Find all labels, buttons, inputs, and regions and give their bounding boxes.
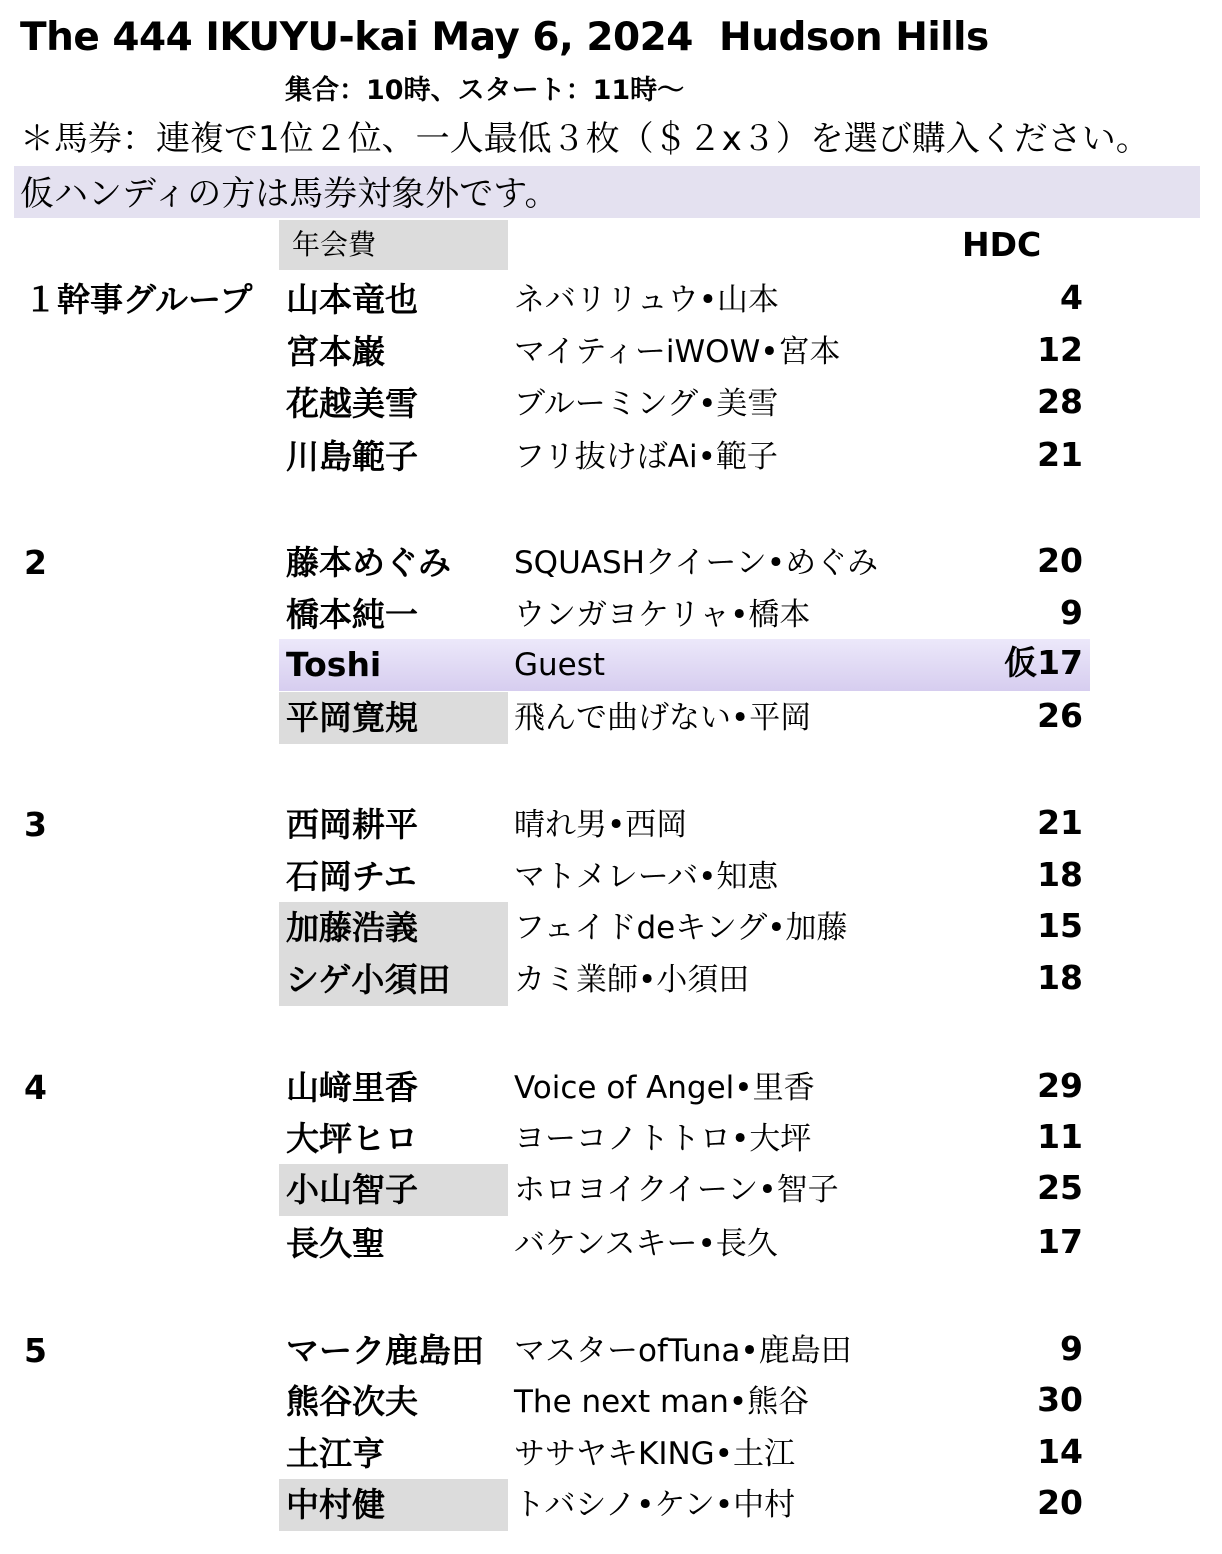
- player-name: 長久聖: [286, 1224, 385, 1263]
- player-hdc: 18: [1037, 958, 1083, 997]
- player-row: [0, 274, 1222, 326]
- player-row: [0, 692, 1222, 744]
- player-name: 石岡チエ: [286, 857, 417, 896]
- meeting-time: 集合：10時、スタート：11時〜: [285, 75, 685, 106]
- player-hdc: 9: [1060, 593, 1083, 632]
- player-name: 橋本純一: [286, 595, 418, 634]
- player-name: シゲ小須田: [286, 960, 451, 999]
- temp-handicap-note: 仮ハンディの方は馬券対象外です。: [20, 174, 559, 214]
- player-name: 中村健: [286, 1485, 385, 1524]
- player-nickname: フリ抜けばAi•範子: [514, 439, 778, 475]
- player-row: [0, 851, 1222, 903]
- player-nickname: ヨーコノトトロ•大坪: [514, 1121, 812, 1157]
- guest-player-row: [0, 639, 1222, 691]
- player-hdc: 14: [1037, 1432, 1083, 1471]
- player-nickname: フェイドdeキング•加藤: [514, 910, 848, 946]
- player-name: 平岡寛規: [286, 698, 418, 737]
- player-nickname: ウンガヨケリャ•橋本: [514, 597, 811, 633]
- player-row: [0, 902, 1222, 954]
- player-hdc: 仮17: [1004, 643, 1083, 682]
- player-name: 土江亨: [286, 1434, 385, 1473]
- player-name: マーク鹿島田: [286, 1331, 484, 1370]
- player-row: [0, 1218, 1222, 1270]
- player-hdc: 30: [1037, 1380, 1083, 1419]
- player-row: [0, 326, 1222, 378]
- player-name: 山﨑里香: [286, 1068, 418, 1107]
- player-row: [0, 1062, 1222, 1114]
- player-hdc: 26: [1037, 696, 1083, 735]
- player-nickname: マトメレーバ•知恵: [514, 859, 779, 895]
- player-name: 宮本巌: [286, 332, 385, 371]
- player-row: [0, 1479, 1222, 1531]
- player-hdc: 4: [1060, 278, 1083, 317]
- player-nickname: カミ業師•小須田: [514, 962, 750, 998]
- group-label: 2: [24, 543, 47, 582]
- player-row: [0, 537, 1222, 589]
- player-nickname: Voice of Angel•里香: [514, 1070, 815, 1106]
- player-row: [0, 431, 1222, 483]
- ticket-note: ＊馬券：連複で1位２位、一人最低３枚（＄２x３）を選び購入ください。: [20, 119, 1150, 159]
- player-nickname: ブルーミング•美雪: [514, 386, 779, 422]
- player-name: Toshi: [286, 645, 382, 684]
- player-nickname: ネバリリュウ•山本: [514, 282, 780, 318]
- player-name: 大坪ヒロ: [286, 1119, 418, 1158]
- player-row: [0, 1325, 1222, 1377]
- player-name: 花越美雪: [286, 384, 418, 423]
- player-row: [0, 589, 1222, 641]
- player-nickname: The next man•熊谷: [514, 1384, 810, 1420]
- player-nickname: Guest: [514, 647, 606, 683]
- player-nickname: マスターofTuna•鹿島田: [514, 1333, 852, 1369]
- player-hdc: 9: [1060, 1329, 1083, 1368]
- player-nickname: 飛んで曲げない•平岡: [514, 700, 812, 736]
- player-row: [0, 954, 1222, 1006]
- player-row: [0, 1113, 1222, 1165]
- hdc-header: HDC: [962, 225, 1042, 264]
- player-hdc: 28: [1037, 382, 1083, 421]
- player-row: [0, 1164, 1222, 1216]
- player-hdc: 15: [1037, 906, 1083, 945]
- player-hdc: 11: [1037, 1117, 1083, 1156]
- player-name: 山本竜也: [286, 280, 418, 319]
- player-nickname: トバシノ•ケン•中村: [514, 1487, 796, 1523]
- player-row: [0, 1428, 1222, 1480]
- player-name: 小山智子: [286, 1170, 418, 1209]
- player-nickname: マイティーiWOW•宮本: [514, 334, 841, 370]
- player-hdc: 12: [1037, 330, 1083, 369]
- player-hdc: 18: [1037, 855, 1083, 894]
- player-name: 加藤浩義: [286, 908, 418, 947]
- annual-fee-header: 年会費: [292, 228, 377, 261]
- player-hdc: 17: [1037, 1222, 1083, 1261]
- player-row: [0, 1376, 1222, 1428]
- player-hdc: 25: [1037, 1168, 1083, 1207]
- player-name: 西岡耕平: [286, 805, 418, 844]
- player-hdc: 20: [1037, 1483, 1083, 1522]
- player-row: [0, 378, 1222, 430]
- player-name: 藤本めぐみ: [286, 543, 451, 582]
- player-nickname: バケンスキー•長久: [514, 1226, 778, 1262]
- player-nickname: ホロヨイクイーン•智子: [514, 1172, 839, 1208]
- group-label: １幹事グループ: [24, 280, 253, 319]
- player-name: 川島範子: [286, 437, 418, 476]
- group-label: 5: [24, 1331, 47, 1370]
- group-label: 3: [24, 805, 47, 844]
- player-row: [0, 799, 1222, 851]
- player-hdc: 21: [1037, 435, 1083, 474]
- player-hdc: 20: [1037, 541, 1083, 580]
- player-nickname: 晴れ男•西岡: [514, 807, 688, 843]
- player-nickname: ササヤキKING•土江: [514, 1436, 795, 1472]
- player-hdc: 21: [1037, 803, 1083, 842]
- guest-row-highlight: [279, 639, 1090, 691]
- page-title: The 444 IKUYU-kai May 6, 2024 Hudson Hills: [20, 15, 989, 60]
- group-label: 4: [24, 1068, 47, 1107]
- player-nickname: SQUASHクイーン•めぐみ: [514, 545, 879, 581]
- player-name: 熊谷次夫: [286, 1382, 418, 1421]
- player-hdc: 29: [1037, 1066, 1083, 1105]
